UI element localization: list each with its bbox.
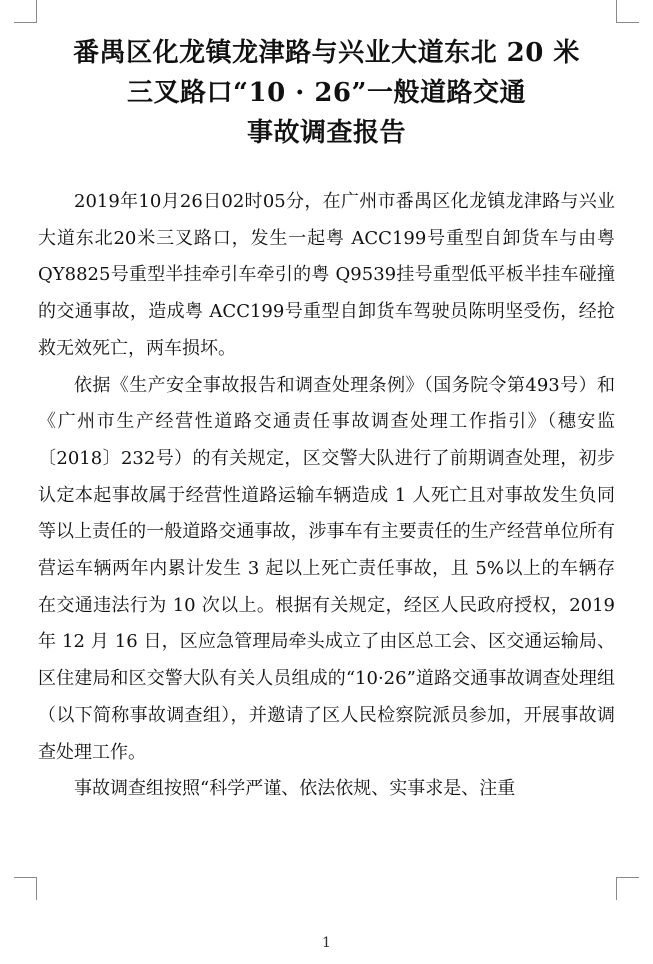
crop-mark-bottom-left — [14, 877, 37, 900]
crop-mark-top-left — [14, 0, 37, 23]
crop-mark-bottom-right — [616, 877, 639, 900]
crop-mark-top-right — [616, 0, 639, 23]
paragraph-3: 事故调查组按照“科学严谨、依法依规、实事求是、注重 — [74, 778, 516, 800]
title-line-2: 三叉路口“10 · 26”一般道路交通 — [127, 78, 526, 108]
document-body — [38, 184, 615, 808]
title-line-3: 事故调查报告 — [246, 118, 406, 148]
title-line-1: 番禺区化龙镇龙津路与兴业大道东北 20 米 — [73, 38, 580, 68]
document-title — [30, 33, 623, 153]
paragraph-2: 依据《生产安全事故报告和调查处理条例》（国务院令第493号）和《广州市生产经营性道路交通责任事故调查处理工作指引》（穗安监〔2018〕232号）的有关规定，区交警大队进行了前期调查处理，初步认定本起事故属于经营性道路运输车辆造成 1 人死亡且对事故发生负同等以上责任的一般道路交通事故，涉事车有主要责任的生产经营单位所有营运车辆两年内累计发生 3 起以上死亡责任事故，且 5%以上的车辆存在交通违法行为 10 次以上。根据有关规定，经区人民政府授权，2019 年 12 月 16 日，区应急管理局牵头成立了由区总工会、区交通运输局、区住建局和区交警大队有关人员组成的“10·26”道路交通事故调查处理组（以下简称事故调查组），并邀请了区人民检察院派员参加，开展事故调查处理工作。 — [38, 374, 615, 763]
paragraph-1: 2019年10月26日02时05分，在广州市番禺区化龙镇龙津路与兴业大道东北20米三叉路口，发生一起粤 ACC199号重型自卸货车与由粤 QY8825号重型半挂牵引车牵引的粤 Q9539挂号重型低平板半挂车碰撞的交通事故，造成粤 ACC199号重型自卸货车驾驶员陈明坚受伤，经抢救无效死亡，两车损坏。 — [38, 191, 615, 359]
page-number: 1 — [322, 935, 331, 951]
